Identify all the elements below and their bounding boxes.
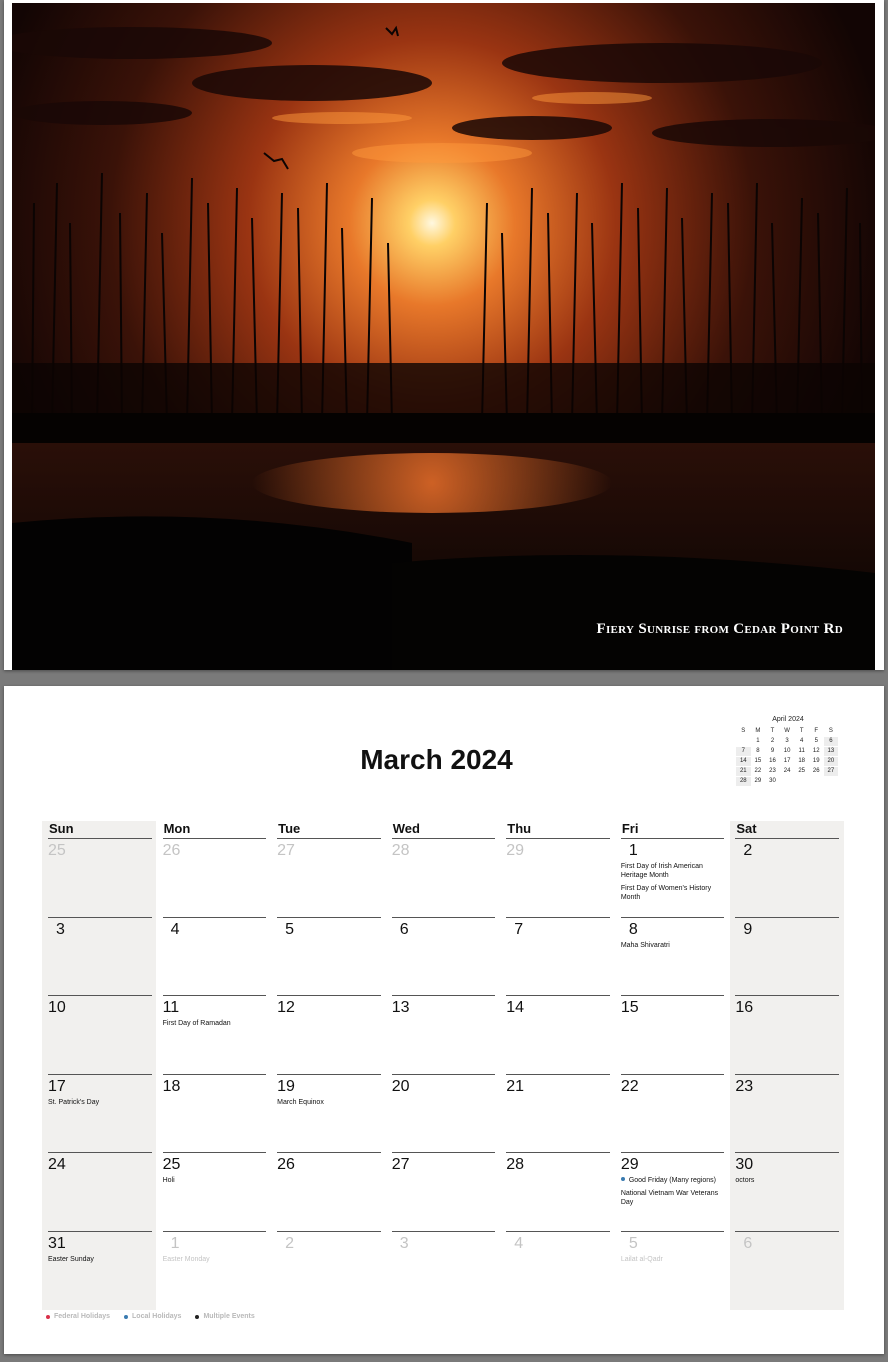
day-number: 3 bbox=[399, 1234, 409, 1252]
day-number: 28 bbox=[391, 842, 410, 859]
day-cell[interactable] bbox=[271, 918, 386, 997]
day-event bbox=[621, 1255, 730, 1264]
day-event-text: Lailat al-Qadr bbox=[620, 1255, 663, 1263]
day-event bbox=[735, 1176, 844, 1185]
day-cell[interactable] bbox=[271, 1232, 386, 1311]
day-cell[interactable] bbox=[271, 996, 386, 1075]
day-number: 27 bbox=[277, 842, 295, 859]
mini-weekday-label: T bbox=[799, 728, 804, 734]
day-number: 7 bbox=[514, 920, 524, 938]
legend-label: Federal Holidays bbox=[54, 1313, 111, 1320]
day-cell[interactable] bbox=[271, 1075, 386, 1154]
day-event bbox=[621, 1189, 730, 1207]
day-cell[interactable] bbox=[615, 996, 730, 1075]
month-title: March 2024 bbox=[360, 744, 513, 775]
day-number: 4 bbox=[170, 920, 180, 938]
day-event-text: St. Patrick's Day bbox=[48, 1098, 100, 1106]
day-cell[interactable] bbox=[615, 1075, 730, 1154]
day-number: 8 bbox=[628, 920, 638, 938]
weekday-header-thu: Thu bbox=[500, 821, 615, 839]
day-cell[interactable] bbox=[386, 839, 501, 918]
legend-label: Multiple Events bbox=[203, 1313, 255, 1320]
sunrise-photo bbox=[12, 3, 875, 670]
day-number: 25 bbox=[48, 842, 66, 859]
day-cell[interactable] bbox=[42, 1075, 157, 1154]
day-event-text: First Day of Ramadan bbox=[162, 1020, 231, 1027]
day-cell[interactable] bbox=[729, 839, 844, 918]
day-cell[interactable] bbox=[729, 1153, 844, 1232]
day-event-text: National Vietnam War Veterans Day bbox=[620, 1190, 719, 1206]
mini-day: 9 bbox=[770, 748, 775, 754]
day-cell[interactable] bbox=[42, 918, 157, 997]
mini-day: 15 bbox=[754, 758, 762, 764]
day-event bbox=[48, 1098, 157, 1107]
mini-weekday-label: M bbox=[755, 728, 761, 734]
day-event bbox=[621, 884, 730, 902]
mini-day: 21 bbox=[736, 767, 751, 776]
day-event bbox=[621, 862, 730, 880]
mini-day: 6 bbox=[824, 737, 839, 746]
mini-day: 11 bbox=[798, 748, 805, 754]
day-event-text: Easter Sunday bbox=[48, 1255, 94, 1263]
legend-dot bbox=[46, 1315, 50, 1319]
day-number: 26 bbox=[162, 842, 181, 859]
mini-day: 14 bbox=[736, 757, 751, 766]
day-event-text: Maha Shivaratri bbox=[620, 941, 670, 949]
day-number: 16 bbox=[735, 999, 754, 1016]
mini-weekday-label: F bbox=[814, 728, 819, 734]
day-cell[interactable] bbox=[729, 918, 844, 997]
day-cell[interactable] bbox=[157, 1232, 272, 1311]
day-event-text: octors bbox=[735, 1177, 755, 1184]
day-cell[interactable] bbox=[500, 996, 615, 1075]
mini-day: 18 bbox=[798, 758, 806, 764]
day-number: 31 bbox=[48, 1234, 66, 1252]
day-cell[interactable] bbox=[157, 1075, 272, 1154]
legend-item bbox=[46, 1313, 110, 1320]
day-event-text: Easter Monday bbox=[162, 1255, 210, 1263]
mini-day: 8 bbox=[756, 748, 760, 754]
day-cell[interactable] bbox=[386, 1075, 501, 1154]
day-cell[interactable] bbox=[729, 1075, 844, 1154]
day-number: 17 bbox=[48, 1077, 66, 1095]
mini-day: 1 bbox=[756, 738, 760, 744]
day-cell[interactable] bbox=[157, 839, 272, 918]
mini-day: 16 bbox=[769, 758, 776, 764]
legend-dot bbox=[195, 1315, 199, 1319]
mini-weekday-label: S bbox=[741, 728, 746, 734]
day-number: 9 bbox=[743, 920, 753, 938]
day-number: 28 bbox=[506, 1156, 525, 1173]
mini-day bbox=[736, 737, 751, 746]
day-event-text: First Day of Women's History Month bbox=[620, 885, 712, 901]
day-event-text: Good Friday (Many regions) bbox=[628, 1177, 716, 1184]
day-number: 2 bbox=[743, 842, 753, 859]
day-event bbox=[277, 1098, 386, 1107]
calendar-grid bbox=[42, 821, 844, 1310]
photo-caption: Fiery Sunrise from Cedar Point Rd bbox=[596, 621, 843, 637]
day-cell[interactable] bbox=[500, 918, 615, 997]
legend-item bbox=[195, 1313, 254, 1320]
mini-weekday-label: S bbox=[828, 728, 833, 734]
calendar-page bbox=[4, 686, 884, 1354]
mini-day: 27 bbox=[824, 767, 839, 776]
day-cell[interactable] bbox=[500, 1075, 615, 1154]
day-cell[interactable] bbox=[500, 1232, 615, 1311]
day-event bbox=[621, 1176, 730, 1185]
day-event bbox=[621, 941, 730, 950]
mini-weekday-label: W bbox=[784, 728, 790, 734]
day-number: 11 bbox=[162, 999, 180, 1016]
day-number: 22 bbox=[620, 1077, 639, 1095]
day-number: 3 bbox=[56, 920, 65, 938]
mini-day: 12 bbox=[812, 748, 820, 754]
day-number: 30 bbox=[735, 1156, 754, 1173]
day-number: 29 bbox=[506, 842, 525, 859]
day-number: 1 bbox=[628, 842, 638, 859]
day-event bbox=[48, 1255, 157, 1264]
day-cell[interactable] bbox=[386, 918, 501, 997]
day-number: 27 bbox=[391, 1156, 410, 1173]
day-event bbox=[163, 1176, 272, 1185]
day-number: 2 bbox=[285, 1234, 295, 1252]
day-number: 5 bbox=[628, 1234, 638, 1252]
local-holiday-dot bbox=[621, 1177, 625, 1181]
day-number: 1 bbox=[170, 1234, 180, 1252]
day-event bbox=[163, 1255, 272, 1264]
day-event bbox=[163, 1019, 272, 1028]
mini-day: 17 bbox=[783, 758, 791, 764]
day-number: 21 bbox=[506, 1077, 525, 1095]
mini-day: 30 bbox=[769, 778, 776, 784]
day-event-text: First Day of Irish American Heritage Month bbox=[620, 863, 703, 879]
day-cell[interactable] bbox=[729, 1232, 844, 1311]
day-cell[interactable] bbox=[42, 1232, 157, 1311]
day-cell[interactable] bbox=[386, 1232, 501, 1311]
mini-day: 5 bbox=[814, 738, 818, 744]
mini-calendar-title: April 2024 bbox=[772, 716, 804, 723]
photo-page bbox=[4, 0, 884, 670]
day-event-text: Holi bbox=[162, 1177, 175, 1184]
day-cell[interactable] bbox=[500, 839, 615, 918]
day-cell[interactable] bbox=[42, 839, 157, 918]
mini-day: 3 bbox=[785, 738, 789, 744]
day-cell[interactable] bbox=[386, 1153, 501, 1232]
weekday-header-sun: Sun bbox=[42, 821, 157, 839]
day-number: 20 bbox=[391, 1077, 410, 1095]
weekday-header-wed: Wed bbox=[386, 821, 501, 839]
sunrise-image bbox=[12, 3, 875, 670]
mini-day: 25 bbox=[798, 768, 806, 774]
day-number: 14 bbox=[506, 999, 525, 1016]
day-cell[interactable] bbox=[615, 918, 730, 997]
mini-calendar-april bbox=[736, 716, 840, 786]
day-number: 6 bbox=[743, 1234, 753, 1252]
day-number: 23 bbox=[735, 1077, 754, 1095]
weekday-header-fri: Fri bbox=[615, 821, 730, 839]
legend bbox=[46, 1313, 255, 1320]
day-number: 19 bbox=[277, 1077, 295, 1095]
day-cell[interactable] bbox=[386, 996, 501, 1075]
day-number: 24 bbox=[48, 1156, 66, 1173]
mini-day: 10 bbox=[783, 748, 791, 754]
mini-day: 20 bbox=[824, 757, 839, 766]
mini-day: 23 bbox=[769, 768, 776, 774]
mini-day: 2 bbox=[770, 738, 775, 744]
day-cell[interactable] bbox=[271, 839, 386, 918]
weekday-header-tue: Tue bbox=[271, 821, 386, 839]
legend-dot bbox=[124, 1315, 128, 1319]
mini-calendar-grid bbox=[736, 727, 840, 786]
day-number: 13 bbox=[391, 999, 410, 1016]
weekday-header-sat: Sat bbox=[729, 821, 844, 839]
legend-item bbox=[124, 1313, 181, 1320]
day-cell[interactable] bbox=[42, 1153, 157, 1232]
mini-day: 22 bbox=[754, 768, 762, 774]
mini-day: 26 bbox=[812, 768, 820, 774]
day-cell[interactable] bbox=[157, 1153, 272, 1232]
day-number: 6 bbox=[399, 920, 409, 938]
day-number: 25 bbox=[162, 1156, 181, 1173]
mini-day: 4 bbox=[800, 738, 804, 744]
day-cell[interactable] bbox=[157, 996, 272, 1075]
day-cell[interactable] bbox=[729, 996, 844, 1075]
day-event-text: March Equinox bbox=[277, 1098, 324, 1106]
day-cell[interactable] bbox=[42, 996, 157, 1075]
day-cell[interactable] bbox=[500, 1153, 615, 1232]
mini-day: 28 bbox=[736, 777, 751, 786]
weekday-header-mon: Mon bbox=[157, 821, 272, 839]
day-number: 5 bbox=[285, 920, 295, 938]
mini-day: 19 bbox=[812, 758, 820, 764]
mini-day: 24 bbox=[783, 768, 791, 774]
day-number: 29 bbox=[620, 1156, 639, 1173]
day-number: 15 bbox=[620, 999, 639, 1016]
legend-label: Local Holidays bbox=[132, 1313, 182, 1320]
mini-day: 13 bbox=[824, 747, 839, 756]
day-cell[interactable] bbox=[271, 1153, 386, 1232]
day-cell[interactable] bbox=[157, 918, 272, 997]
day-number: 10 bbox=[48, 999, 66, 1016]
mini-day: 29 bbox=[754, 778, 762, 784]
mini-day: 7 bbox=[736, 747, 751, 756]
day-cell[interactable] bbox=[615, 1232, 730, 1311]
day-cell[interactable] bbox=[615, 839, 730, 918]
day-cell[interactable] bbox=[615, 1153, 730, 1232]
day-number: 26 bbox=[277, 1156, 295, 1173]
mini-weekday-label: T bbox=[770, 728, 775, 734]
day-number: 18 bbox=[162, 1077, 181, 1095]
day-number: 4 bbox=[514, 1234, 524, 1252]
day-number: 12 bbox=[277, 999, 295, 1016]
